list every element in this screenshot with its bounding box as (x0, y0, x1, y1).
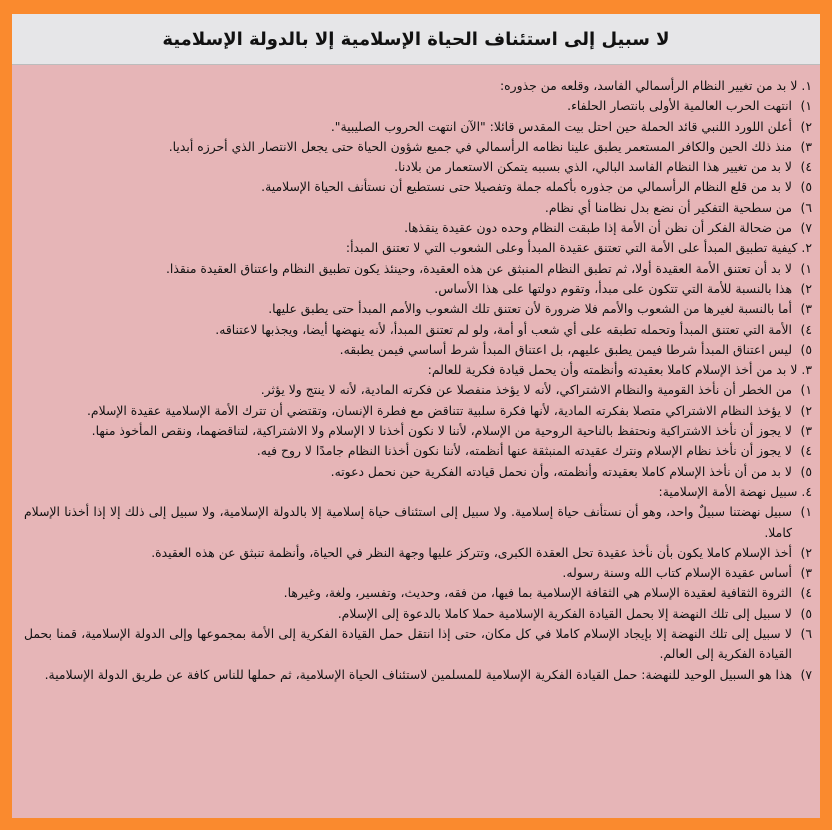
list-item-number: ٥) (800, 179, 812, 195)
section-number: ٣. (801, 362, 812, 378)
list-item (24, 563, 812, 583)
list-item-text: ليس اعتناق المبدأ شرطا فيمن يطبق عليهم، بل اعتناق المبدأ شرط أساسي فيمن يطبقه. (339, 341, 792, 357)
list-item-text: منذ ذلك الحين والكافر المستعمر يطبق علينا نظامه الرأسمالي في جميع شؤون الحياة حتى يجعل الانتصار الذي أحرزه أبديا. (168, 138, 792, 154)
list-item-number: ٧) (800, 220, 812, 236)
list-item (24, 157, 812, 177)
section-heading (24, 238, 812, 258)
list-item-number: ٢) (800, 402, 812, 418)
list-item (24, 177, 812, 197)
list-item-number: ١) (800, 260, 812, 276)
list-item-number: ٤) (800, 443, 812, 459)
list-item-text: هذا هو السبيل الوحيد للنهضة: حمل القيادة الفكرية الإسلامية للمسلمين لاستئناف الحياة الإسلامية، ثم حملها للناس كافة عن طريق الدولة الإسلامية. (44, 666, 792, 682)
list-item (24, 441, 812, 461)
list-item (24, 198, 812, 218)
list-item (24, 279, 812, 299)
list-item-text: سبيل نهضتنا سبيلٌ واحد، وهو أن نستأنف حياة إسلامية. ولا سبيل إلى استئناف حياة إسلامية إلا بالدولة الإسلامية، ولا سبيل إلى ذلك إلا إذا أخذنا الإسلام كاملا. (24, 504, 792, 540)
document-frame (12, 14, 820, 818)
title-bar (12, 14, 820, 65)
list-item-text: من الخطر أن نأخذ القومية والنظام الاشتراكي، لأنه لا يؤخذ منفصلا عن فكرته المادية، لأنه لا ينتج ولا يؤثر. (260, 382, 792, 398)
list-item-text: لا بد أن تعتنق الأمة العقيدة أولا، ثم تطبق النظام المنبثق عن هذه العقيدة، وحينئذ يكون تطبيق النظام واعتناق العقيدة منقذا. (165, 260, 792, 276)
section-heading-text: كيفية تطبيق المبدأ على الأمة التي تعتنق عقيدة المبدأ وعلى الشعوب التي لا تعتنق المبدأ: (345, 240, 798, 256)
document-body (12, 65, 820, 685)
list-item (24, 421, 812, 441)
list-item-number: ٢) (800, 280, 812, 296)
list-item-text: الأمة التي تعتنق المبدأ وتحمله تطبقه على أي شعب أو أمة، ولو لم تعتنق المبدأ، لأنه ينهضها أيضا، ويجذبها لاعتناقه. (215, 321, 792, 337)
list-item-number: ٣) (800, 423, 812, 439)
list-item-number: ١) (800, 382, 812, 398)
list-item (24, 137, 812, 157)
list-item-text: انتهت الحرب العالمية الأولى بانتصار الحلفاء. (567, 98, 792, 114)
list-item-text: أخذ الإسلام كاملا يكون بأن نأخذ عقيدة تحل العقدة الكبرى، وتتركز عليها وجهة النظر في الحياة، وأنظمة تنبثق عن هذه العقيدة. (151, 544, 792, 560)
list-item-number: ٤) (800, 321, 812, 337)
list-item-number: ١) (800, 98, 812, 114)
page-title: لا سبيل إلى استئناف الحياة الإسلامية إلا بالدولة الإسلامية (162, 28, 670, 50)
list-item-text: أعلن اللورد اللنبي قائد الحملة حين احتل بيت المقدس قائلا: "الآن انتهت الحروب الصليبية". (330, 118, 792, 134)
list-item (24, 401, 812, 421)
list-item (24, 604, 812, 624)
list-item-number: ٣) (800, 565, 812, 581)
list-item (24, 543, 812, 563)
section-heading-text: سبيل نهضة الأمة الإسلامية: (658, 483, 798, 499)
list-item (24, 340, 812, 360)
list-item (24, 117, 812, 137)
list-item-text: لا يؤخذ النظام الاشتراكي متصلا بفكرته المادية، لأنها فكرة سلبية تتناقض مع فطرة الإنسان، وتقتضي أن تترك الأمة الإسلامية عقيدة الإسلام. (86, 402, 792, 418)
section-heading (24, 482, 812, 502)
list-item-text: لا بد من قلع النظام الرأسمالي من جذوره بأكمله جملة وتفصيلا حتى نستطيع أن نستأنف الحياة الإسلامية. (261, 179, 792, 195)
list-item-number: ٣) (800, 138, 812, 154)
list-item (24, 380, 812, 400)
section-number: ٢. (801, 240, 812, 256)
list-item-number: ٥) (800, 463, 812, 479)
list-item-number: ٧) (800, 666, 812, 682)
section-heading (24, 360, 812, 380)
list-item-text: أما بالنسبة لغيرها من الشعوب والأمم فلا ضرورة لأن تعتنق تلك الشعوب والأمم المبدأ حتى يطبق عليها. (268, 301, 792, 317)
list-item-text: لا بد من تغيير هذا النظام الفاسد البالي، الذي بسببه يتمكن الاستعمار من بلادنا. (394, 159, 792, 175)
list-item-number: ٥) (800, 341, 812, 357)
list-item-text: لا بد من أن نأخذ الإسلام كاملا بعقيدته وأنظمته، وأن نحمل قيادته الفكرية حين نحمل دعوته. (330, 463, 792, 479)
list-item (24, 259, 812, 279)
section-number: ٤. (801, 483, 812, 499)
section-number: ١. (801, 78, 812, 93)
list-item-text: لا سبيل إلى تلك النهضة إلا بإيجاد الإسلام كاملا في كل مكان، حتى إذا انتقل حمل القيادة الفكرية إلى الأمة بمجموعها وإلى الدولة الإسلامية، قمنا بحمل القيادة الفكرية إلى العالم. (24, 626, 792, 662)
list-item (24, 624, 812, 665)
list-item (24, 96, 812, 116)
list-item (24, 665, 812, 685)
list-item-text: لا يجوز أن نأخذ الاشتراكية ونحتفظ بالناحية الروحية من الإسلام، لأننا لا نكون أخذنا لا الإسلام ولا الاشتراكية، لتناقضهما، ونقص المأخوذ منها. (91, 423, 792, 439)
list-item-text: لا يجوز أن نأخذ نظام الإسلام ونترك عقيدته المنبثقة عنها أنظمته، لأننا نكون أخذنا النظام جامدًا لا روح فيه. (256, 443, 792, 459)
list-item-text: من سطحية التفكير أن نضع بدل نظامنا أي نظام. (544, 199, 792, 215)
list-item (24, 299, 812, 319)
list-item (24, 218, 812, 238)
list-item (24, 502, 812, 543)
list-item-number: ٤) (800, 159, 812, 175)
list-item-text: أساس عقيدة الإسلام كتاب الله وسنة رسوله. (562, 565, 792, 581)
list-item-number: ٤) (800, 585, 812, 601)
list-item (24, 320, 812, 340)
list-item-text: الثروة الثقافية لعقيدة الإسلام هي الثقافة الإسلامية بما فيها، من فقه، وحديث، وتفسير، ولغة، وغيرها. (283, 585, 792, 601)
list-item (24, 583, 812, 603)
section-heading-text: لا بد من أخذ الإسلام كاملا بعقيدته وأنظمته وأن يحمل قيادة فكرية للعالم: (427, 362, 798, 378)
list-item-number: ١) (800, 504, 812, 520)
list-item-text: هذا بالنسبة للأمة التي تتكون على مبدأ، وتقوم دولتها على هذا الأساس. (434, 280, 792, 296)
list-item-number: ٢) (800, 544, 812, 560)
section-heading (24, 76, 812, 96)
list-item-number: ٢) (800, 118, 812, 134)
list-item (24, 462, 812, 482)
list-item-number: ٦) (800, 199, 812, 215)
list-item-text: من ضحالة الفكر أن نظن أن الأمة إذا طبقت النظام وحده دون عقيدة ينقذها. (404, 220, 792, 236)
list-item-number: ٥) (800, 605, 812, 621)
list-item-number: ٣) (800, 301, 812, 317)
list-item-text: لا سبيل إلى تلك النهضة إلا بحمل القيادة الفكرية الإسلامية حملا كاملا بالدعوة إلى الإسلام. (337, 605, 792, 621)
list-item-number: ٦) (800, 626, 812, 642)
section-heading-text: لا بد من تغيير النظام الرأسمالي الفاسد، وقلعه من جذوره: (499, 78, 798, 93)
